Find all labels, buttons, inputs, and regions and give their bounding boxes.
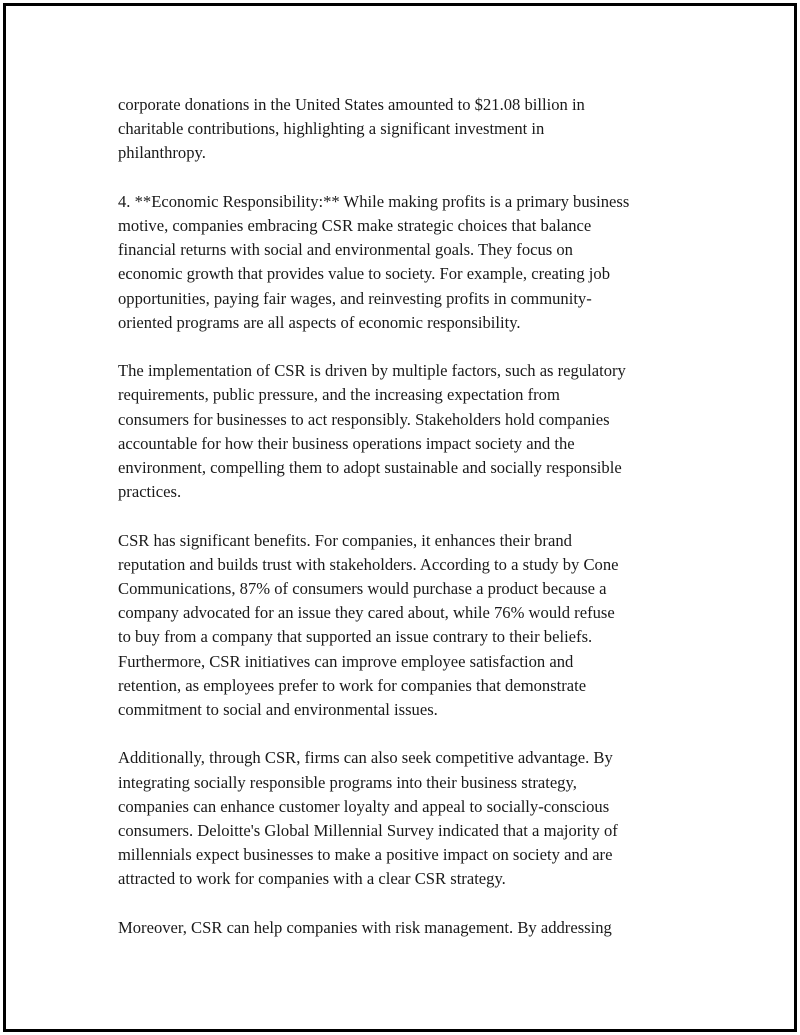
paragraph-economic-responsibility: 4. **Economic Responsibility:** While making profits is a primary business motive, companies embracing CSR make strategic choices that balance financial returns with social and environmental goals. They focus on economic growth that provides value to society. For example, creating job opportunities, paying fair wages, and reinvesting profits in community- oriented programs are all aspects of economic responsibility. [118, 191, 630, 332]
document-body [118, 93, 698, 940]
paragraph-csr-benefits: CSR has significant benefits. For companies, it enhances their brand reputation and builds trust with stakeholders. According to a study by Cone Communications, 87% of consumers would purchase a product because a company advocated for an issue they cared about, while 76% would refuse to buy from a company that supported an issue contrary to their beliefs. Furthermore, CSR initiatives can improve employee satisfaction and retention, as employees prefer to work for companies that demonstrate commitment to social and environmental issues. [118, 530, 619, 720]
paragraph-csr-implementation: The implementation of CSR is driven by multiple factors, such as regulatory requirements, public pressure, and the increasing expectation from consumers for businesses to act responsibly. Stakeholders hold companies accountable for how their business operations impact society and the environment, compelling them to adopt sustainable and socially responsible practices. [118, 361, 626, 502]
paragraph-risk-management: Moreover, CSR can help companies with risk management. By addressing [118, 917, 612, 937]
paragraph-corporate-donations: corporate donations in the United States amounted to $21.08 billion in charitable contributions, highlighting a significant investment in philanthropy. [118, 95, 585, 163]
paragraph-competitive-advantage: Additionally, through CSR, firms can also seek competitive advantage. By integrating socially responsible programs into their business strategy, companies can enhance customer loyalty and appeal to socially-conscious consumers. Deloitte's Global Millennial Survey indicated that a majority of millennials expect businesses to make a positive impact on society and are attracted to work for companies with a clear CSR strategy. [118, 748, 618, 889]
